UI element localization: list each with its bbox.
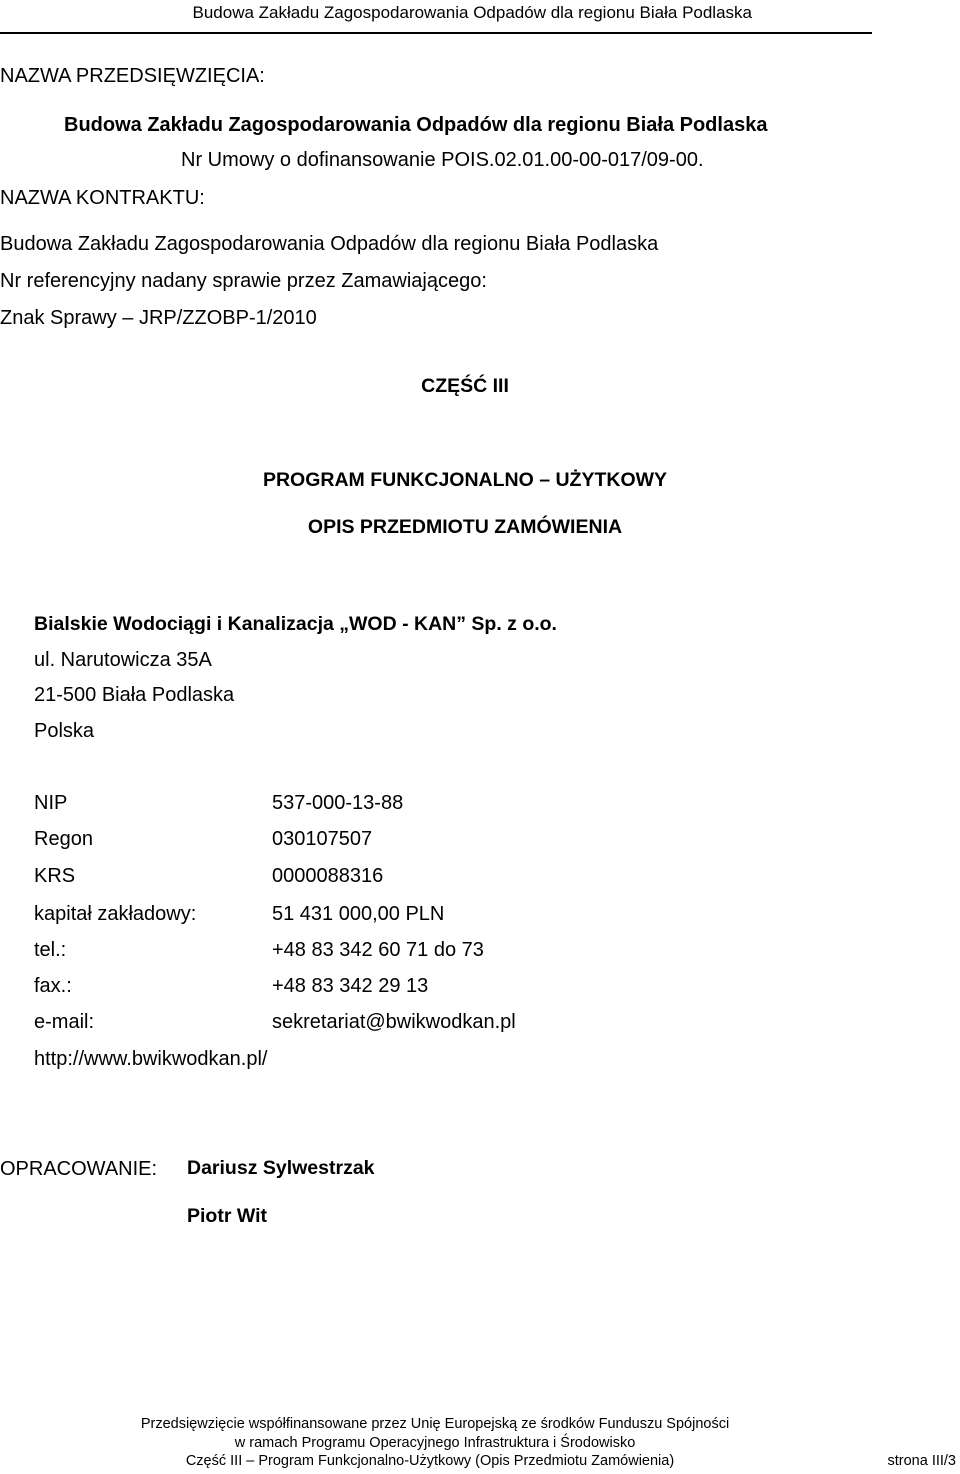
detail-label-phone: tel.: (34, 939, 67, 961)
client-street: ul. Narutowicza 35A (34, 649, 212, 671)
reference-label: Nr referencyjny nadany sprawie przez Zamawiającego: (0, 270, 487, 292)
subject-title: OPIS PRZEDMIOTU ZAMÓWIENIA (307, 516, 623, 538)
enterprise-label: NAZWA PRZEDSIĘWZIĘCIA: (0, 65, 265, 87)
detail-label-fax: fax.: (34, 975, 72, 997)
detail-label-nip: NIP (34, 792, 68, 814)
client-country: Polska (34, 720, 95, 742)
detail-value-regon: 030107507 (272, 828, 373, 850)
agreement-number: Nr Umowy o dofinansowanie POIS.02.01.00-00-017/09-00. (181, 149, 704, 171)
running-header: Budowa Zakładu Zagospodarowania Odpadów dla regionu Biała Podlaska (192, 3, 752, 22)
detail-label-email: e-mail: (34, 1011, 95, 1033)
footer-cofinancing: Przedsięwzięcie współfinansowane przez Unię Europejską ze środków Funduszu Spójności (140, 1416, 730, 1432)
detail-value-phone: +48 83 342 60 71 do 73 (272, 939, 484, 961)
enterprise-name: Budowa Zakładu Zagospodarowania Odpadów dla regionu Biała Podlaska (64, 114, 768, 136)
footer-document-title: Część III – Program Funkcjonalno-Użytkowy (Opis Przedmiotu Zamówienia) (185, 1453, 675, 1469)
website-link[interactable]: http://www.bwikwodkan.pl/ (34, 1048, 268, 1070)
client-city: 21-500 Biała Podlaska (34, 684, 235, 706)
part-title: CZĘŚĆ III (421, 375, 509, 397)
client-name: Bialskie Wodociągi i Kanalizacja „WOD - KAN” Sp. z o.o. (34, 613, 557, 635)
author-1: Dariusz Sylwestrzak (187, 1157, 375, 1179)
detail-value-email[interactable]: sekretariat@bwikwodkan.pl (272, 1011, 516, 1033)
footer-programme: w ramach Programu Operacyjnego Infrastruktura i Środowisko (234, 1435, 636, 1451)
detail-label-capital: kapitał zakładowy: (34, 903, 197, 925)
header-rule (0, 32, 872, 34)
case-number: Znak Sprawy – JRP/ZZOBP-1/2010 (0, 307, 317, 329)
program-title: PROGRAM FUNKCJONALNO – UŻYTKOWY (262, 469, 668, 491)
detail-label-regon: Regon (34, 828, 93, 850)
prepared-by-label: OPRACOWANIE: (0, 1158, 158, 1180)
detail-value-fax: +48 83 342 29 13 (272, 975, 429, 997)
detail-value-nip: 537-000-13-88 (272, 792, 404, 814)
page-number: strona III/3 (887, 1453, 956, 1469)
detail-label-krs: KRS (34, 865, 76, 887)
detail-value-capital: 51 431 000,00 PLN (272, 903, 445, 925)
author-2: Piotr Wit (187, 1205, 267, 1227)
contract-name: Budowa Zakładu Zagospodarowania Odpadów dla regionu Biała Podlaska (0, 233, 659, 255)
contract-label: NAZWA KONTRAKTU: (0, 187, 205, 209)
detail-value-krs: 0000088316 (272, 865, 384, 887)
